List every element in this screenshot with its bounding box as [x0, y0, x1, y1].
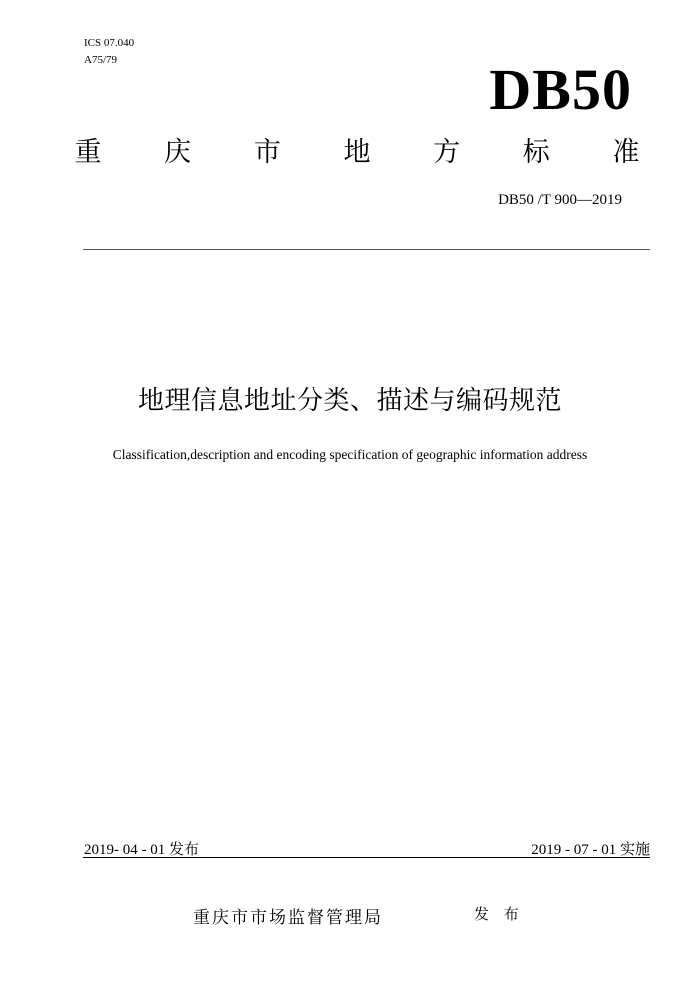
- issue-date: 2019- 04 - 01 发布: [84, 842, 199, 858]
- document-title-chinese: 地理信息地址分类、描述与编码规范: [137, 386, 562, 416]
- standard-type-char: 市: [253, 137, 281, 168]
- ics-code: ICS 07.040: [84, 37, 135, 49]
- publish-label: 发 布: [474, 905, 524, 923]
- standard-number: DB50 /T 900—2019: [498, 192, 622, 208]
- footer-divider: [83, 857, 650, 858]
- classification-codes: [84, 35, 134, 69]
- standard-type-char: 庆: [164, 137, 192, 168]
- header-divider: [83, 249, 650, 250]
- db-logo: DB50: [489, 57, 632, 122]
- standard-type-heading: [72, 135, 642, 171]
- standard-type-char: 准: [612, 137, 640, 168]
- ccs-code: A75/79: [84, 54, 117, 66]
- implementation-date: 2019 - 07 - 01 实施: [531, 842, 650, 858]
- standard-type-char: 重: [74, 137, 102, 168]
- publisher-name: 重庆市市场监督管理局: [193, 908, 383, 928]
- document-title-english: Classification,description and encoding specification of geographic information address: [112, 447, 588, 462]
- standard-type-char: 方: [433, 137, 461, 168]
- standard-type-char: 标: [522, 137, 550, 168]
- standard-type-char: 地: [343, 137, 371, 168]
